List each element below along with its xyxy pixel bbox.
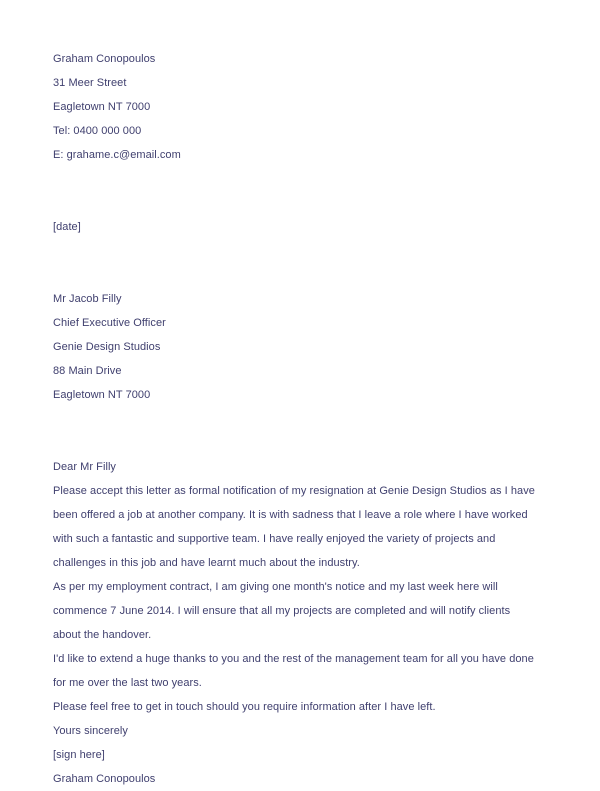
body-paragraph-1: Please accept this letter as formal notification of my resignation at Genie Design Studios as I have been offered a job at another company. It is with sadness that I leave a role where I have worked with such a fantastic and supportive team. I have really enjoyed the variety of projects and challenges in this job and have learnt much about the industry. bbox=[53, 485, 535, 569]
spacer-after-recipient-2 bbox=[53, 431, 540, 455]
body-paragraph-3: I'd like to extend a huge thanks to you and the rest of the management team for all you have done for me over the last two years. bbox=[53, 653, 534, 689]
sender-address-block bbox=[53, 47, 540, 167]
salutation: Dear Mr Filly bbox=[53, 461, 116, 473]
spacer-after-sender bbox=[53, 167, 540, 191]
spacer-after-date bbox=[53, 239, 540, 263]
sender-city-state-postcode: Eagletown NT 7000 bbox=[53, 101, 151, 113]
signature-placeholder: [sign here] bbox=[53, 749, 105, 761]
sender-email: E: grahame.c@email.com bbox=[53, 149, 181, 161]
letter-date: [date] bbox=[53, 221, 81, 233]
recipient-title: Chief Executive Officer bbox=[53, 317, 166, 329]
sender-phone: Tel: 0400 000 000 bbox=[53, 125, 142, 137]
recipient-city-state-postcode: Eagletown NT 7000 bbox=[53, 389, 151, 401]
recipient-company: Genie Design Studios bbox=[53, 341, 161, 353]
body-paragraph-4: Please feel free to get in touch should you require information after I have left. bbox=[53, 701, 436, 713]
spacer-after-sender-2 bbox=[53, 191, 540, 215]
recipient-name: Mr Jacob Filly bbox=[53, 293, 122, 305]
signature-name: Graham Conopoulos bbox=[53, 773, 156, 785]
body-paragraph-2: As per my employment contract, I am giving one month's notice and my last week here will commence 7 June 2014. I will ensure that all my projects are completed and will notify clients about the handover. bbox=[53, 581, 511, 641]
spacer-after-date-2 bbox=[53, 263, 540, 287]
closing: Yours sincerely bbox=[53, 725, 128, 737]
spacer-after-recipient bbox=[53, 407, 540, 431]
recipient-street: 88 Main Drive bbox=[53, 365, 122, 377]
sender-name: Graham Conopoulos bbox=[53, 53, 156, 65]
recipient-address-block bbox=[53, 287, 540, 407]
sender-street: 31 Meer Street bbox=[53, 77, 127, 89]
